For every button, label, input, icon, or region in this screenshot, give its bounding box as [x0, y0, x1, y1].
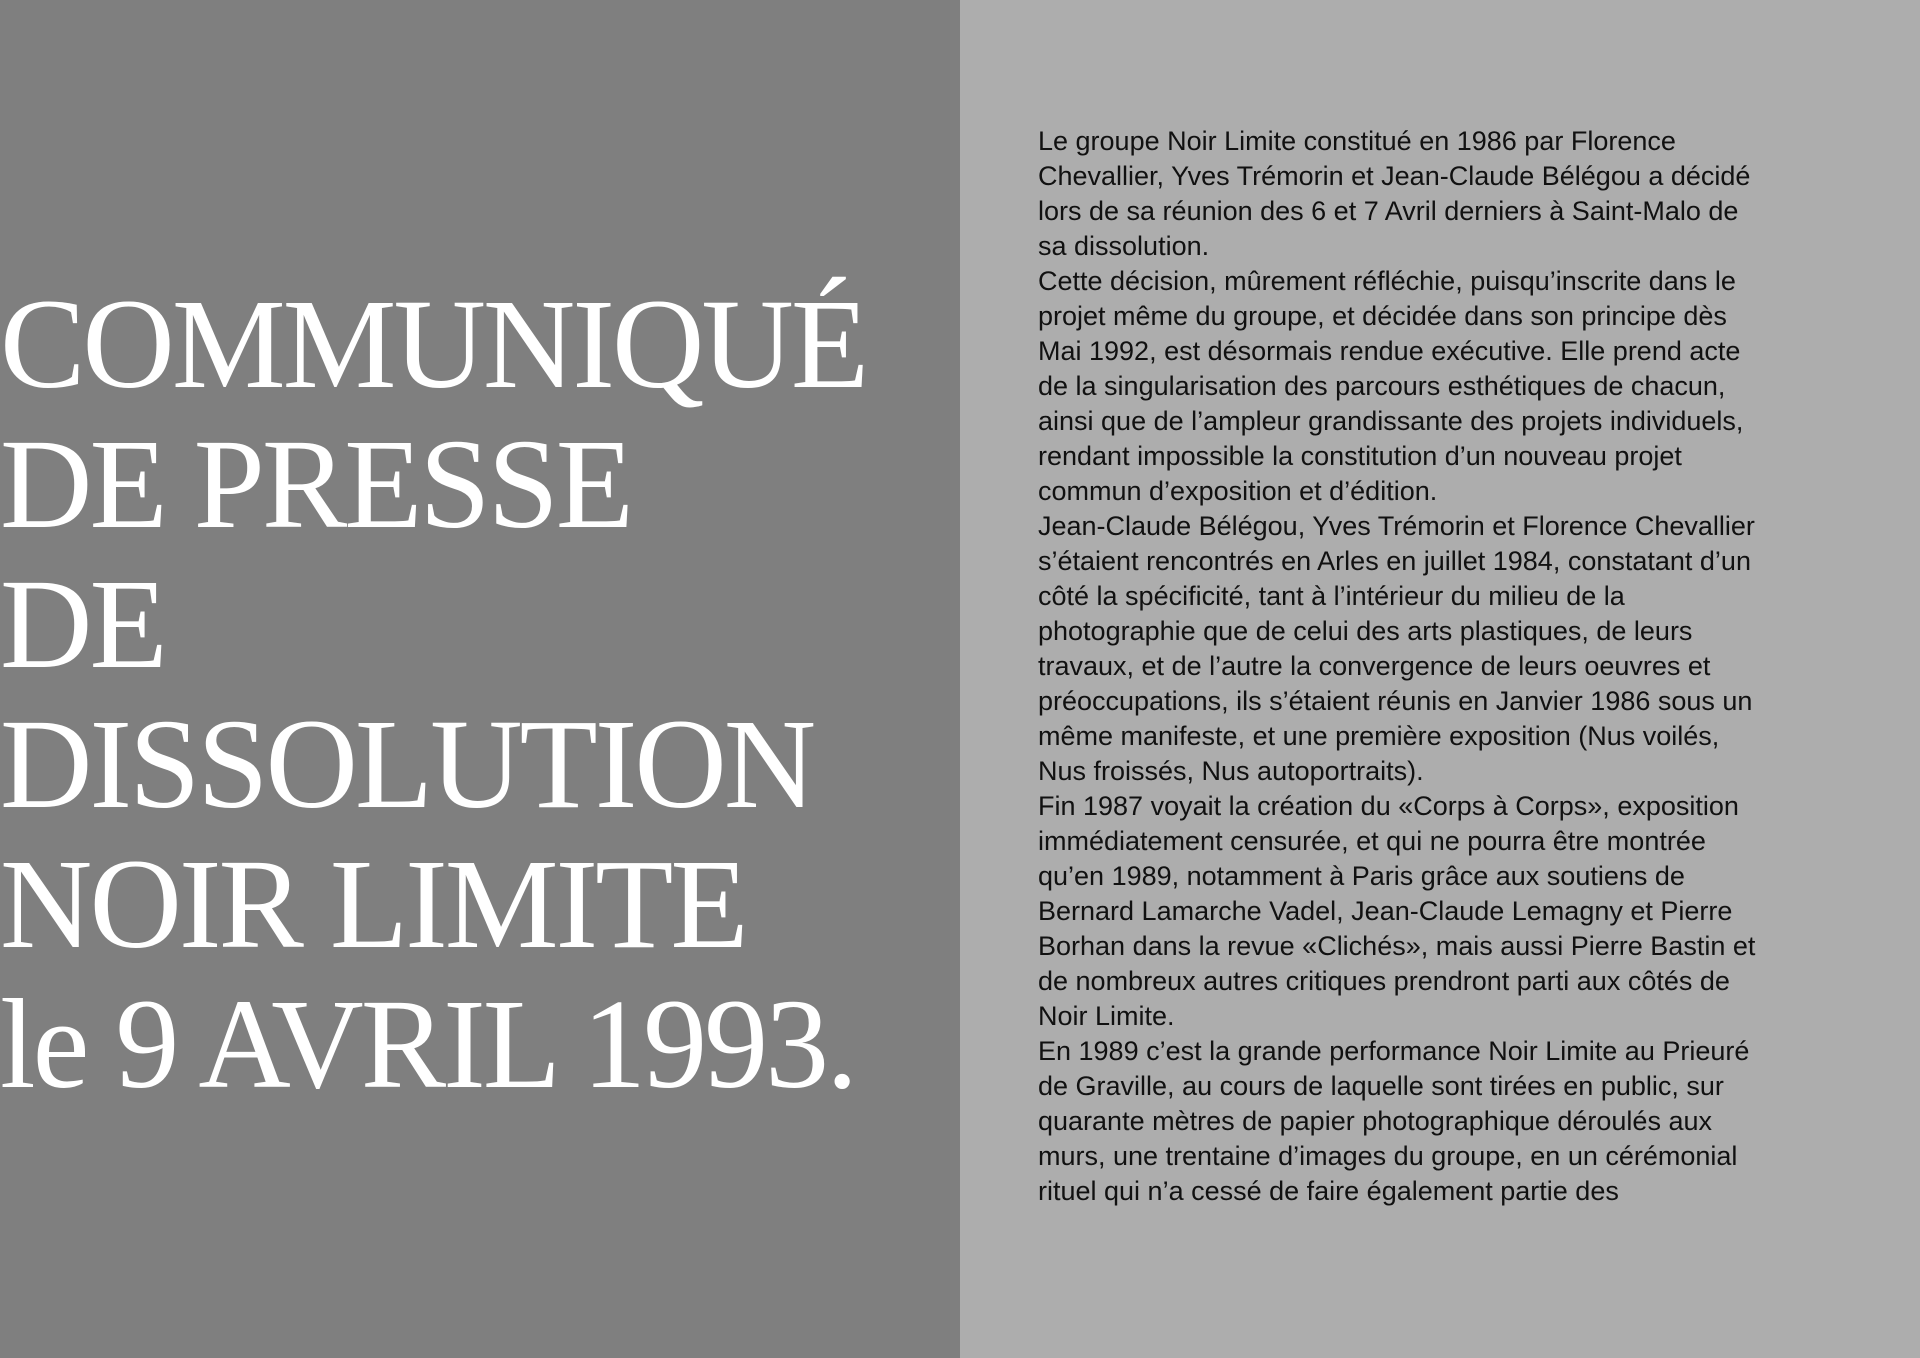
body-line: qu’en 1989, notamment à Paris grâce aux soutiens de: [1038, 861, 1685, 891]
body-line: Fin 1987 voyait la création du «Corps à Corps», exposition: [1038, 791, 1739, 821]
body-line: s’étaient rencontrés en Arles en juillet 1984, constatant d’un: [1038, 546, 1751, 576]
body-line: Cette décision, mûrement réfléchie, puisqu’inscrite dans le: [1038, 266, 1736, 296]
body-line: de la singularisation des parcours esthétiques de chacun,: [1038, 371, 1726, 401]
body-line: côté la spécificité, tant à l’intérieur du milieu de la: [1038, 581, 1625, 611]
body-line: Noir Limite.: [1038, 1001, 1175, 1031]
body-line: travaux, et de l’autre la convergence de leurs oeuvres et: [1038, 651, 1711, 681]
body-line: photographie que de celui des arts plastiques, de leurs: [1038, 616, 1693, 646]
title-line: DE: [0, 553, 165, 695]
press-release-body: [1038, 124, 1838, 1209]
body-line: préoccupations, ils s’étaient réunis en Janvier 1986 sous un: [1038, 686, 1753, 716]
body-line: de Graville, au cours de laquelle sont tirées en public, sur: [1038, 1071, 1724, 1101]
body-line: Bernard Lamarche Vadel, Jean-Claude Lemagny et Pierre: [1038, 896, 1733, 926]
body-line: de nombreux autres critiques prendront parti aux côtés de: [1038, 966, 1730, 996]
body-line: Nus froissés, Nus autoportraits).: [1038, 756, 1424, 786]
body-line: rendant impossible la constitution d’un nouveau projet: [1038, 441, 1682, 471]
right-panel: [960, 0, 1920, 1358]
body-line: commun d’exposition et d’édition.: [1038, 476, 1438, 506]
body-line: même manifeste, et une première exposition (Nus voilés,: [1038, 721, 1720, 751]
body-line: Mai 1992, est désormais rendue exécutive. Elle prend acte: [1038, 336, 1741, 366]
body-line: projet même du groupe, et décidée dans son principe dès: [1038, 301, 1727, 331]
title-line: DE PRESSE: [0, 413, 631, 555]
body-line: rituel qui n’a cessé de faire également partie des: [1038, 1176, 1619, 1206]
press-release-title: [0, 274, 866, 1114]
title-line: COMMUNIQUÉ: [0, 273, 866, 415]
body-line: Borhan dans la revue «Clichés», mais aussi Pierre Bastin et: [1038, 931, 1756, 961]
body-line: En 1989 c’est la grande performance Noir Limite au Prieuré: [1038, 1036, 1750, 1066]
body-line: quarante mètres de papier photographique déroulés aux: [1038, 1106, 1712, 1136]
body-line: murs, une trentaine d’images du groupe, en un cérémonial: [1038, 1141, 1738, 1171]
title-line: DISSOLUTION: [0, 693, 814, 835]
body-line: immédiatement censurée, et qui ne pourra être montrée: [1038, 826, 1706, 856]
body-line: Chevallier, Yves Trémorin et Jean-Claude Bélégou a décidé: [1038, 161, 1751, 191]
title-line: le 9 AVRIL 1993.: [0, 973, 856, 1115]
body-line: Le groupe Noir Limite constitué en 1986 par Florence: [1038, 126, 1676, 156]
body-line: Jean-Claude Bélégou, Yves Trémorin et Florence Chevallier: [1038, 511, 1755, 541]
body-line: lors de sa réunion des 6 et 7 Avril derniers à Saint-Malo de: [1038, 196, 1739, 226]
title-line: NOIR LIMITE: [0, 833, 746, 975]
body-line: sa dissolution.: [1038, 231, 1210, 261]
body-line: ainsi que de l’ampleur grandissante des projets individuels,: [1038, 406, 1744, 436]
